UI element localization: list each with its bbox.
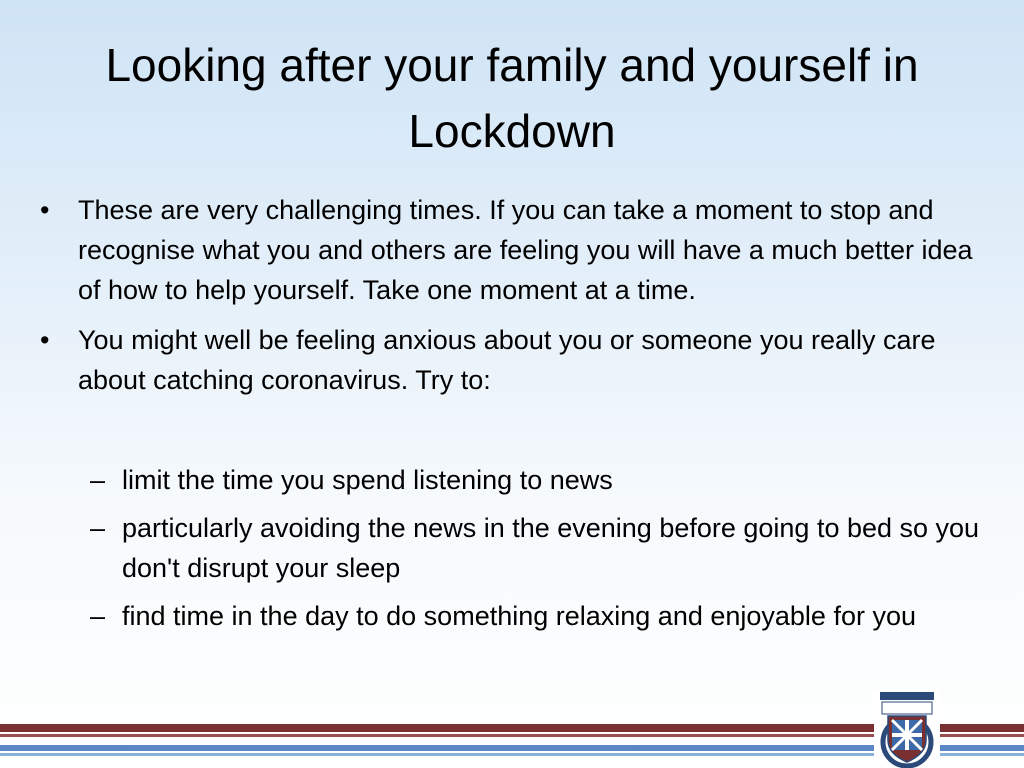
bullet-marker: • [40, 195, 50, 225]
dash-marker: – [90, 465, 106, 495]
footer-stripe-blue [0, 745, 1024, 751]
bullet-text: You might well be feeling anxious about you or someone you really care about catching coronavirus. Try to: [78, 325, 936, 395]
dash-marker: – [90, 601, 106, 631]
dash-marker: – [90, 513, 106, 543]
sub-bullet-text: limit the time you spend listening to news [122, 465, 613, 495]
bullet-marker: • [40, 325, 50, 355]
footer-stripe-red [0, 724, 1024, 732]
footer-stripe-red-thin [0, 734, 1024, 737]
footer-stripe-blue-thin [0, 753, 1024, 756]
bullet-item [40, 190, 980, 310]
sub-bullet-text: find time in the day to do something relaxing and enjoyable for you [122, 601, 916, 631]
sub-bullet-text: particularly avoiding the news in the evening before going to bed so you don't disrupt your sleep [122, 513, 980, 583]
spacer [40, 410, 980, 460]
sub-bullet-item [40, 596, 980, 636]
slide-body [40, 190, 980, 644]
sub-bullet-item [40, 508, 980, 588]
crest-top-banner [880, 692, 934, 700]
slide-title: Looking after your family and yourself in Lockdown [105, 39, 919, 157]
school-crest-logo [874, 690, 940, 768]
bullet-item [40, 320, 980, 400]
sub-bullet-item [40, 460, 980, 500]
bullet-text: These are very challenging times. If you can take a moment to stop and recognise what you and others are feeling you will have a much better idea of how to help yourself. Take one moment at a time. [78, 195, 973, 305]
